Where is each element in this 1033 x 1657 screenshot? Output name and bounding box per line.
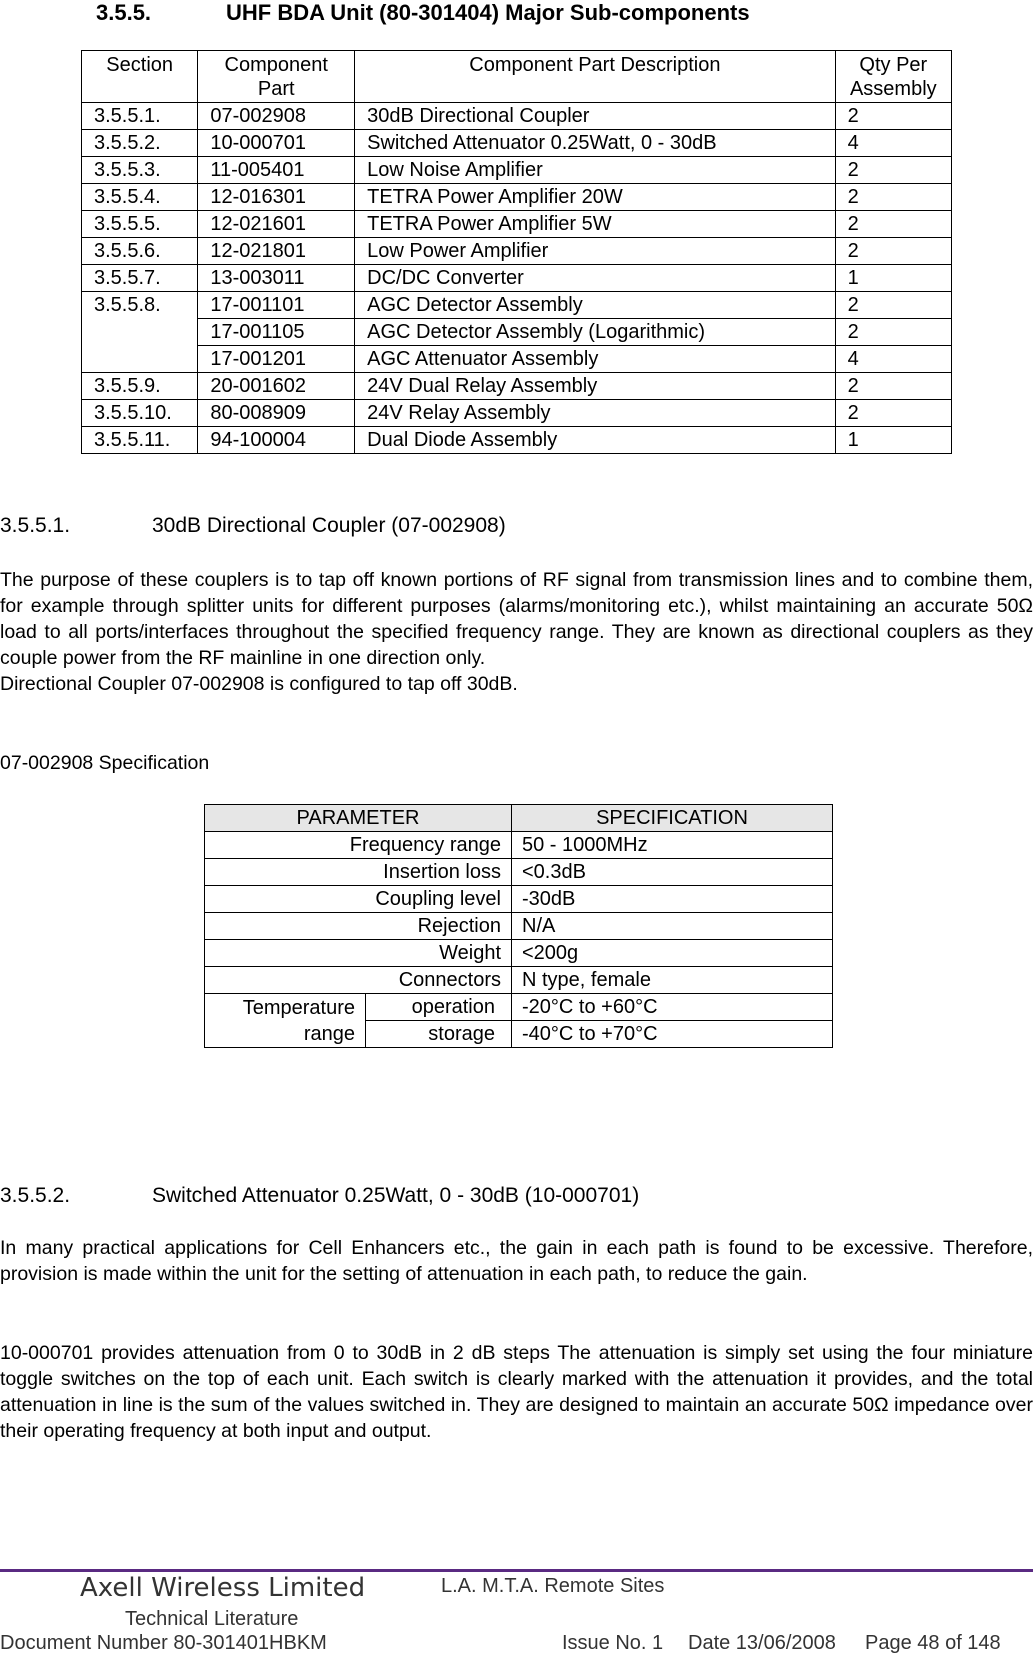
section-heading-title: UHF BDA Unit (80-301404) Major Sub-components	[226, 0, 750, 25]
table-row: 3.5.5.10. 80-008909 24V Relay Assembly 2	[82, 400, 952, 427]
table-row: 3.5.5.5. 12-021601 TETRA Power Amplifier 5W 2	[82, 211, 952, 238]
footer-date: Date 13/06/2008	[688, 1632, 836, 1654]
table-row: Insertion loss <0.3dB	[205, 859, 833, 886]
table-row: Temperature range operation -20°C to +60°C	[205, 994, 833, 1021]
table-row: 17-001105 AGC Detector Assembly (Logarithmic) 2	[82, 319, 952, 346]
table-row: 3.5.5.2. 10-000701 Switched Attenuator 0.25Watt, 0 - 30dB 4	[82, 130, 952, 157]
specification-table	[204, 804, 833, 1048]
table-row: 3.5.5.8. 17-001101 AGC Detector Assembly 2	[82, 292, 952, 319]
footer-doc-number: Document Number 80-301401HBKM	[0, 1632, 327, 1654]
parameter-header: PARAMETER	[205, 805, 512, 832]
footer-company: Axell Wireless Limited	[80, 1573, 366, 1603]
footer-issue: Issue No. 1	[562, 1632, 664, 1654]
temperature-range-label: Temperature range	[205, 994, 366, 1048]
footer-tech: Technical Literature	[125, 1608, 299, 1630]
spec-table-header	[205, 805, 833, 832]
paragraph: 10-000701 provides attenuation from 0 to 30dB in 2 dB steps The attenuation is simply set using the four miniature toggle switches on the top of each unit. Each switch is clearly marked with the attenuation it provides, and the total attenuation in line is the sum of the values switched in. They are designed to maintain an accurate 50Ω impedance over their operating frequency at both input and output.	[0, 1342, 1033, 1442]
paragraph: In many practical applications for Cell Enhancers etc., the gain in each path is found to be excessive. Therefore, provision is made within the unit for the setting of attenuation in each path, to reduce the gain.	[0, 1237, 1033, 1285]
col-qty-header: Qty Per Assembly	[835, 51, 951, 103]
table-row: 3.5.5.11. 94-100004 Dual Diode Assembly 1	[82, 427, 952, 454]
table-row: Rejection N/A	[205, 913, 833, 940]
table-row: Frequency range 50 - 1000MHz	[205, 832, 833, 859]
components-table-header	[82, 51, 952, 103]
table-row: 3.5.5.9. 20-001602 24V Dual Relay Assembly 2	[82, 373, 952, 400]
footer-rule	[0, 1569, 1033, 1572]
specification-header: SPECIFICATION	[512, 805, 833, 832]
table-row: 3.5.5.7. 13-003011 DC/DC Converter 1	[82, 265, 952, 292]
subsection-heading-coupler	[0, 514, 506, 538]
footer-page: Page 48 of 148	[865, 1632, 1001, 1654]
paragraph: Directional Coupler 07-002908 is configured to tap off 30dB.	[0, 673, 518, 695]
table-row: Coupling level -30dB	[205, 886, 833, 913]
table-row: 3.5.5.1. 07-002908 30dB Directional Coupler 2	[82, 103, 952, 130]
table-row: 3.5.5.4. 12-016301 TETRA Power Amplifier 20W 2	[82, 184, 952, 211]
subsection-title: Switched Attenuator 0.25Watt, 0 - 30dB (10-000701)	[152, 1184, 640, 1207]
coupler-description	[0, 567, 1033, 697]
attenuator-details	[0, 1340, 1033, 1444]
section-heading	[96, 0, 750, 26]
subsection-heading-attenuator	[0, 1184, 639, 1208]
col-description-header: Component Part Description	[355, 51, 836, 103]
section-heading-number: 3.5.5.	[96, 0, 152, 25]
table-row: storage -40°C to +70°C	[205, 1021, 833, 1048]
subsection-number: 3.5.5.1.	[0, 514, 71, 537]
table-row: Weight <200g	[205, 940, 833, 967]
table-row: 17-001201 AGC Attenuator Assembly 4	[82, 346, 952, 373]
table-row: 3.5.5.6. 12-021801 Low Power Amplifier 2	[82, 238, 952, 265]
paragraph: The purpose of these couplers is to tap off known portions of RF signal from transmission lines and to combine them, for example through splitter units for different purposes (alarms/monitoring etc.), whilst maintaining an accurate 50Ω load to all ports/interfaces throughout the specified frequency range. They are known as directional couplers as they couple power from the RF mainline in one direction only.	[0, 569, 1033, 669]
subsection-number: 3.5.5.2.	[0, 1184, 71, 1207]
attenuator-description	[0, 1235, 1033, 1287]
col-part-header: Component Part	[198, 51, 355, 103]
table-row: 3.5.5.3. 11-005401 Low Noise Amplifier 2	[82, 157, 952, 184]
footer-site: L.A. M.T.A. Remote Sites	[441, 1575, 665, 1597]
col-section-header: Section	[82, 51, 198, 103]
spec-label: 07-002908 Specification	[0, 752, 210, 774]
subsection-title: 30dB Directional Coupler (07-002908)	[152, 514, 506, 537]
components-table	[81, 50, 952, 454]
table-row: Connectors N type, female	[205, 967, 833, 994]
